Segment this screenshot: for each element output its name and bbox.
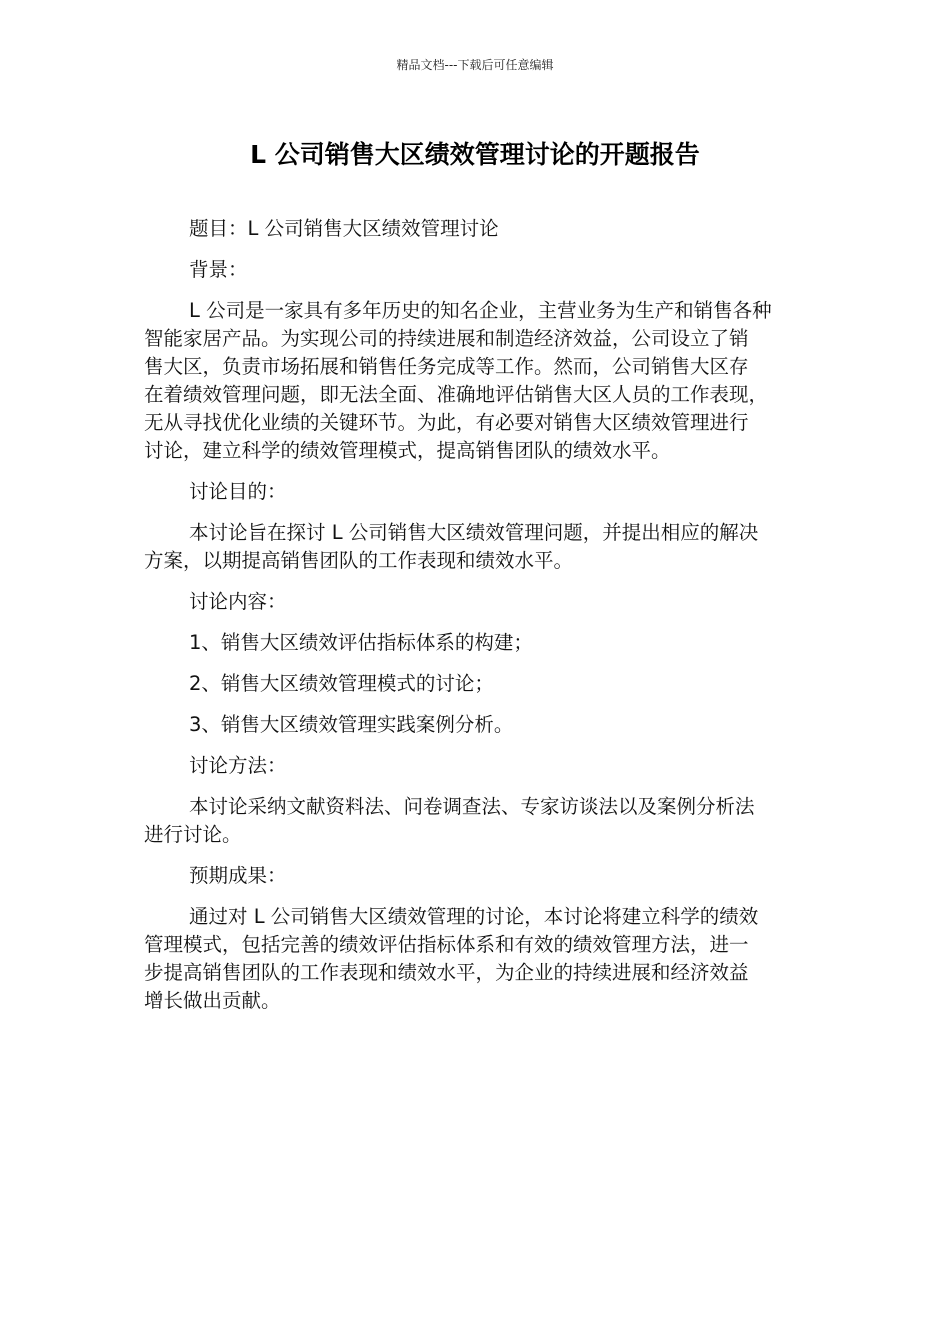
content-item-2: 2、销售大区绩效管理模式的讨论； [189, 672, 494, 695]
content-heading: 讨论内容： [189, 590, 287, 613]
purpose-paragraph: 本讨论旨在探讨 L 公司销售大区绩效管理问题，并提出相应的解决 方案，以期提高销售团队的工作表现和绩效水平。 [144, 521, 759, 572]
content-item-1: 1、销售大区绩效评估指标体系的构建； [189, 631, 533, 654]
outcome-paragraph: 通过对 L 公司销售大区绩效管理的讨论，本讨论将建立科学的绩效 管理模式，包括完善的绩效评估指标体系和有效的绩效管理方法，进一 步提高销售团队的工作表现和绩效水平，为企业的持续进展和经济效益 增长做出贡献。 [144, 905, 759, 1012]
page-header: 精品文档---下载后可任意编辑 [396, 58, 554, 72]
outcome-heading: 预期成果： [189, 864, 287, 887]
content-item-3: 3、销售大区绩效管理实践案例分析。 [189, 713, 514, 736]
document-title: L 公司销售大区绩效管理讨论的开题报告 [250, 140, 700, 169]
background-heading: 背景： [189, 258, 248, 281]
background-paragraph: L 公司是一家具有多年历史的知名企业，主营业务为生产和销售各种 智能家居产品。为实现公司的持续进展和制造经济效益，公司设立了销 售大区，负责市场拓展和销售任务完成等工作。然而，公司销售大区存 在着绩效管理问题，即无法全面、准确地评估销售大区人员的工作表现， 无从寻找优化业绩的关键环节。为此，有必要对销售大区绩效管理进行 讨论，建立科学的绩效管理模式，提高销售团队的绩效水平。 [144, 299, 772, 462]
topic-line: 题目：L 公司销售大区绩效管理讨论 [189, 217, 499, 240]
method-heading: 讨论方法： [189, 754, 287, 777]
method-paragraph: 本讨论采纳文献资料法、问卷调查法、专家访谈法以及案例分析法 进行讨论。 [144, 795, 755, 846]
purpose-heading: 讨论目的： [189, 480, 287, 503]
document-body [144, 215, 806, 1028]
